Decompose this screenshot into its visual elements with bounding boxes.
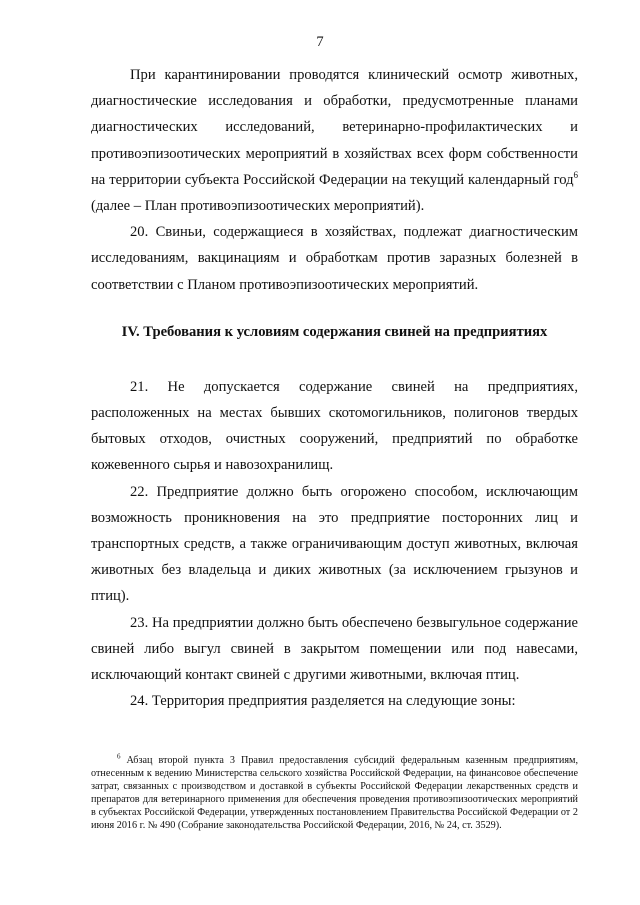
page-number: 7 xyxy=(316,34,324,50)
paragraph-22: 22. Предприятие должно быть огорожено способом, исключающим возможность проникновения на это предприятие посторонних лиц и транспортных средств, а также ограничивающим доступ животных, включая животных без владельца и диких животных (за исключением грызунов и птиц). xyxy=(91,483,578,605)
paragraph-quarantine xyxy=(91,62,578,219)
footnote-mark: 6 xyxy=(117,752,121,761)
paragraph-quarantine-text: При карантинировании проводятся клинический осмотр животных, диагностические исследования и обработки, предусмотренные планами диагностических исследований, ветеринарно-профилактических и противоэпизоотических мероприятий в хозяйствах всех форм собственности на территории субъекта Российской Федерации на текущий календарный год xyxy=(91,67,578,188)
main-text xyxy=(91,62,578,714)
section-heading: IV. Требования к условиям содержания свиней на предприятиях xyxy=(121,323,548,340)
footnote-reference[interactable]: 6 xyxy=(573,169,578,180)
paragraph-quarantine-tail: (далее – План противоэпизоотических мероприятий). xyxy=(91,198,425,215)
paragraph-20: 20. Свиньи, содержащиеся в хозяйствах, подлежат диагностическим исследованиям, вакцинациям и обработкам против заразных болезней в соответствии с Планом противоэпизоотических мероприятий. xyxy=(91,224,578,293)
paragraph-24: 24. Территория предприятия разделяется на следующие зоны: xyxy=(130,693,516,710)
paragraph-23: 23. На предприятии должно быть обеспечено безвыгульное содержание свиней либо выгул свиней в закрытом помещении или под навесами, исключающий контакт свиней с другими животными, включая птиц. xyxy=(91,614,578,684)
footnote-6 xyxy=(91,752,578,832)
footnote-text: Абзац второй пункта 3 Правил предоставления субсидий федеральным казенным предприятиям, отнесенным к ведению Министерства сельского хозяйства Российской Федерации, на финансовое обеспечение затрат, связанных с производством и доставкой в субъекты Российской Федерации лекарственных средств и препаратов для ветеринарного применения для обеспечения проведения противоэпизоотических мероприятий в субъектах Российской Федерации, утвержденных постановлением Правительства Российской Федерации от 2 июня 2016 г. № 490 (Собрание законодательства Российской Федерации, 2016, № 24, ст. 3529). xyxy=(91,755,578,831)
paragraph-21: 21. Не допускается содержание свиней на предприятиях, расположенных на местах бывших скотомогильников, полигонов твердых бытовых отходов, очистных сооружений, предприятий по обработке кожевенного сырья и навозохранилищ. xyxy=(91,378,578,474)
